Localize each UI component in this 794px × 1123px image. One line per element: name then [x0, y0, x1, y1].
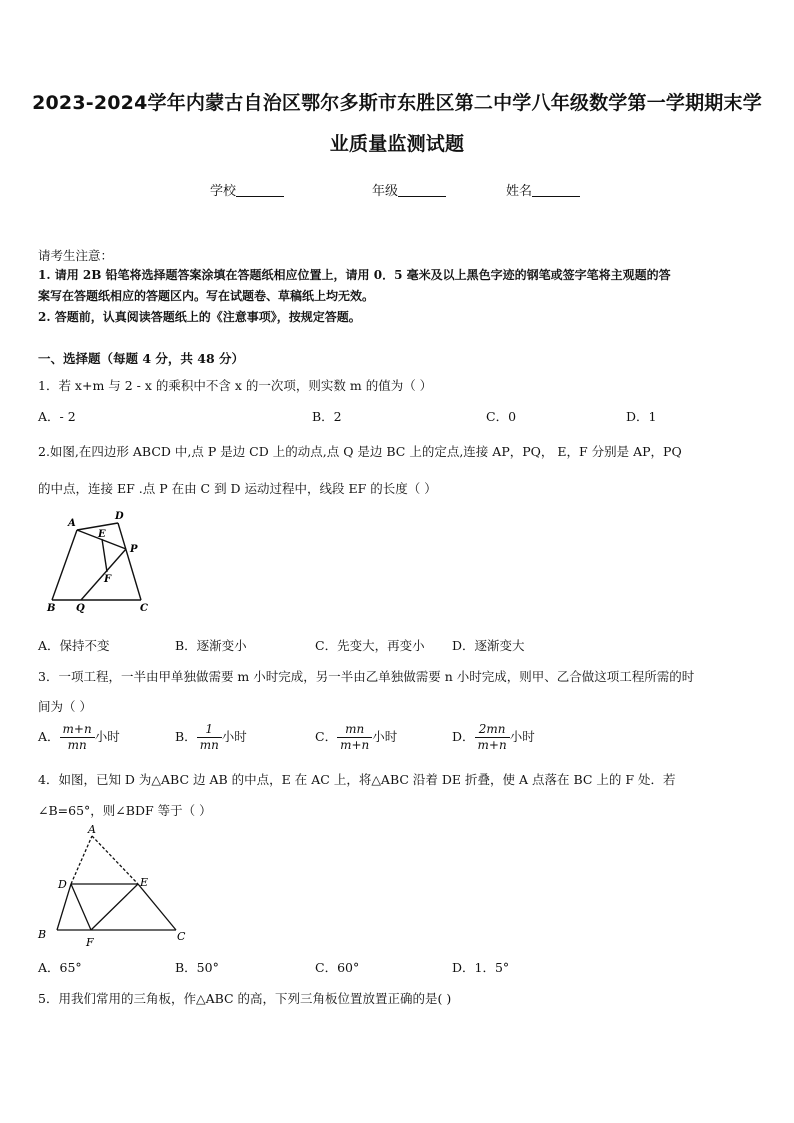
q3-option-b-unit: 小时 [221, 729, 247, 744]
notice-item-2: 2. 答题前，认真阅读答题纸上的《注意事项》，按规定答题。 [38, 310, 361, 324]
question-3-stem-1: 3．一项工程，一半由甲单独做需要 m 小时完成，另一半由乙单独做需要 n 小时完成，则甲、乙合做这项工程所需的时 [38, 669, 695, 684]
q1-option-c[interactable]: C．0 [486, 409, 517, 424]
q3-option-b[interactable] [175, 722, 247, 753]
grade-blank [398, 183, 446, 197]
school-field [210, 180, 284, 199]
q3-d-denominator: m+n [477, 738, 507, 752]
q3-option-c-unit: 小时 [372, 729, 398, 744]
q2-option-b[interactable]: B．逐渐变小 [175, 638, 247, 653]
name-blank [532, 183, 580, 197]
fig2-label-d: D [115, 511, 124, 522]
quadrilateral-figure [44, 508, 164, 618]
fig2-label-b: B [47, 603, 56, 614]
fig2-label-p: P [130, 544, 138, 555]
question-1-stem: 1．若 x+m 与 2 - x 的乘积中不含 x 的一次项，则实数 m 的值为（ ） [38, 378, 433, 393]
q1-option-b[interactable]: B．2 [312, 409, 342, 424]
fig2-label-c: C [140, 603, 148, 614]
grade-label: 年级 [372, 184, 399, 199]
fig4-label-e: E [140, 876, 149, 889]
q2-option-c[interactable]: C．先变大，再变小 [315, 638, 425, 653]
q3-b-denominator: mn [199, 738, 219, 752]
exam-title-line-1: 2023-2024学年内蒙古自治区鄂尔多斯市东胜区第二中学八年级数学第一学期期末学 [32, 92, 762, 114]
q3-option-a-fraction [60, 722, 95, 753]
school-blank [236, 183, 284, 197]
q3-option-a-label: A． [38, 729, 60, 744]
notice-item-1b: 案写在答题纸相应的答题区内。写在试题卷、草稿纸上均无效。 [38, 289, 375, 303]
fig4-label-d: D [58, 878, 67, 891]
name-label: 姓名 [506, 184, 533, 199]
q4-option-a[interactable]: A．65° [38, 960, 82, 975]
notice-heading: 请考生注意： [38, 248, 114, 263]
q3-c-numerator: mn [337, 722, 372, 738]
q2-option-a[interactable]: A．保持不变 [38, 638, 110, 653]
q3-option-b-label: B． [175, 729, 197, 744]
section-heading: 一、选择题（每题 4 分，共 48 分） [38, 351, 245, 366]
q3-option-d-unit: 小时 [509, 729, 535, 744]
fig4-label-f: F [86, 936, 94, 949]
question-4-stem-2: ∠B=65°，则∠BDF 等于（ ） [38, 803, 212, 818]
question-4-stem-1: 4．如图，已知 D 为△ABC 边 AB 的中点，E 在 AC 上，将△ABC 沿着 DE 折叠，使 A 点落在 BC 上的 F 处．若 [38, 772, 676, 787]
triangle-fold-figure [34, 822, 194, 952]
q1-option-d[interactable]: D．1 [626, 409, 657, 424]
fig4-label-b: B [38, 928, 47, 941]
q3-b-numerator: 1 [197, 722, 222, 738]
q3-c-denominator: m+n [340, 738, 370, 752]
question-5-stem: 5．用我们常用的三角板，作△ABC 的高，下列三角板位置放置正确的是( ) [38, 991, 452, 1006]
q3-a-denominator: mn [67, 738, 87, 752]
q3-d-numerator: 2mn [475, 722, 510, 738]
notice-item-1a: 1. 请用 2B 铅笔将选择题答案涂填在答题纸相应位置上，请用 0．5 毫米及以上黑色字迹的钢笔或签字笔将主观题的答 [38, 268, 671, 282]
q3-option-c-label: C． [315, 729, 338, 744]
grade-field [372, 180, 446, 199]
q3-option-a-unit: 小时 [94, 729, 120, 744]
fig2-label-e: E [98, 529, 106, 540]
q3-option-c[interactable] [315, 722, 397, 753]
q3-option-a[interactable] [38, 722, 120, 753]
name-field [506, 180, 580, 199]
question-3-stem-2: 间为（ ） [38, 699, 92, 714]
fig4-label-a: A [88, 823, 96, 836]
q4-option-b[interactable]: B．50° [175, 960, 219, 975]
q3-option-c-fraction [337, 722, 372, 753]
q3-a-numerator: m+n [60, 722, 95, 738]
fig2-label-f: F [104, 574, 112, 585]
q4-option-c[interactable]: C．60° [315, 960, 360, 975]
q2-option-d[interactable]: D．逐渐变大 [452, 638, 525, 653]
q3-option-d[interactable] [452, 722, 535, 753]
q3-option-d-fraction [475, 722, 510, 753]
fig2-label-q: Q [76, 603, 85, 614]
question-2-stem-1: 2.如图,在四边形 ABCD 中,点 P 是边 CD 上的动点,点 Q 是边 BC 上的定点,连接 AP，PQ， E，F 分别是 AP，PQ [38, 444, 682, 459]
exam-title-line-2: 业质量监测试题 [329, 133, 465, 155]
fig4-label-c: C [177, 930, 186, 943]
q1-option-a[interactable]: A．- 2 [38, 409, 76, 424]
q4-option-d[interactable]: D．1．5° [452, 960, 510, 975]
fig2-label-a: A [68, 518, 76, 529]
question-2-stem-2: 的中点，连接 EF .点 P 在由 C 到 D 运动过程中，线段 EF 的长度（ ） [38, 481, 437, 496]
q3-option-b-fraction [197, 722, 222, 753]
school-label: 学校 [210, 184, 237, 199]
q3-option-d-label: D． [452, 729, 475, 744]
